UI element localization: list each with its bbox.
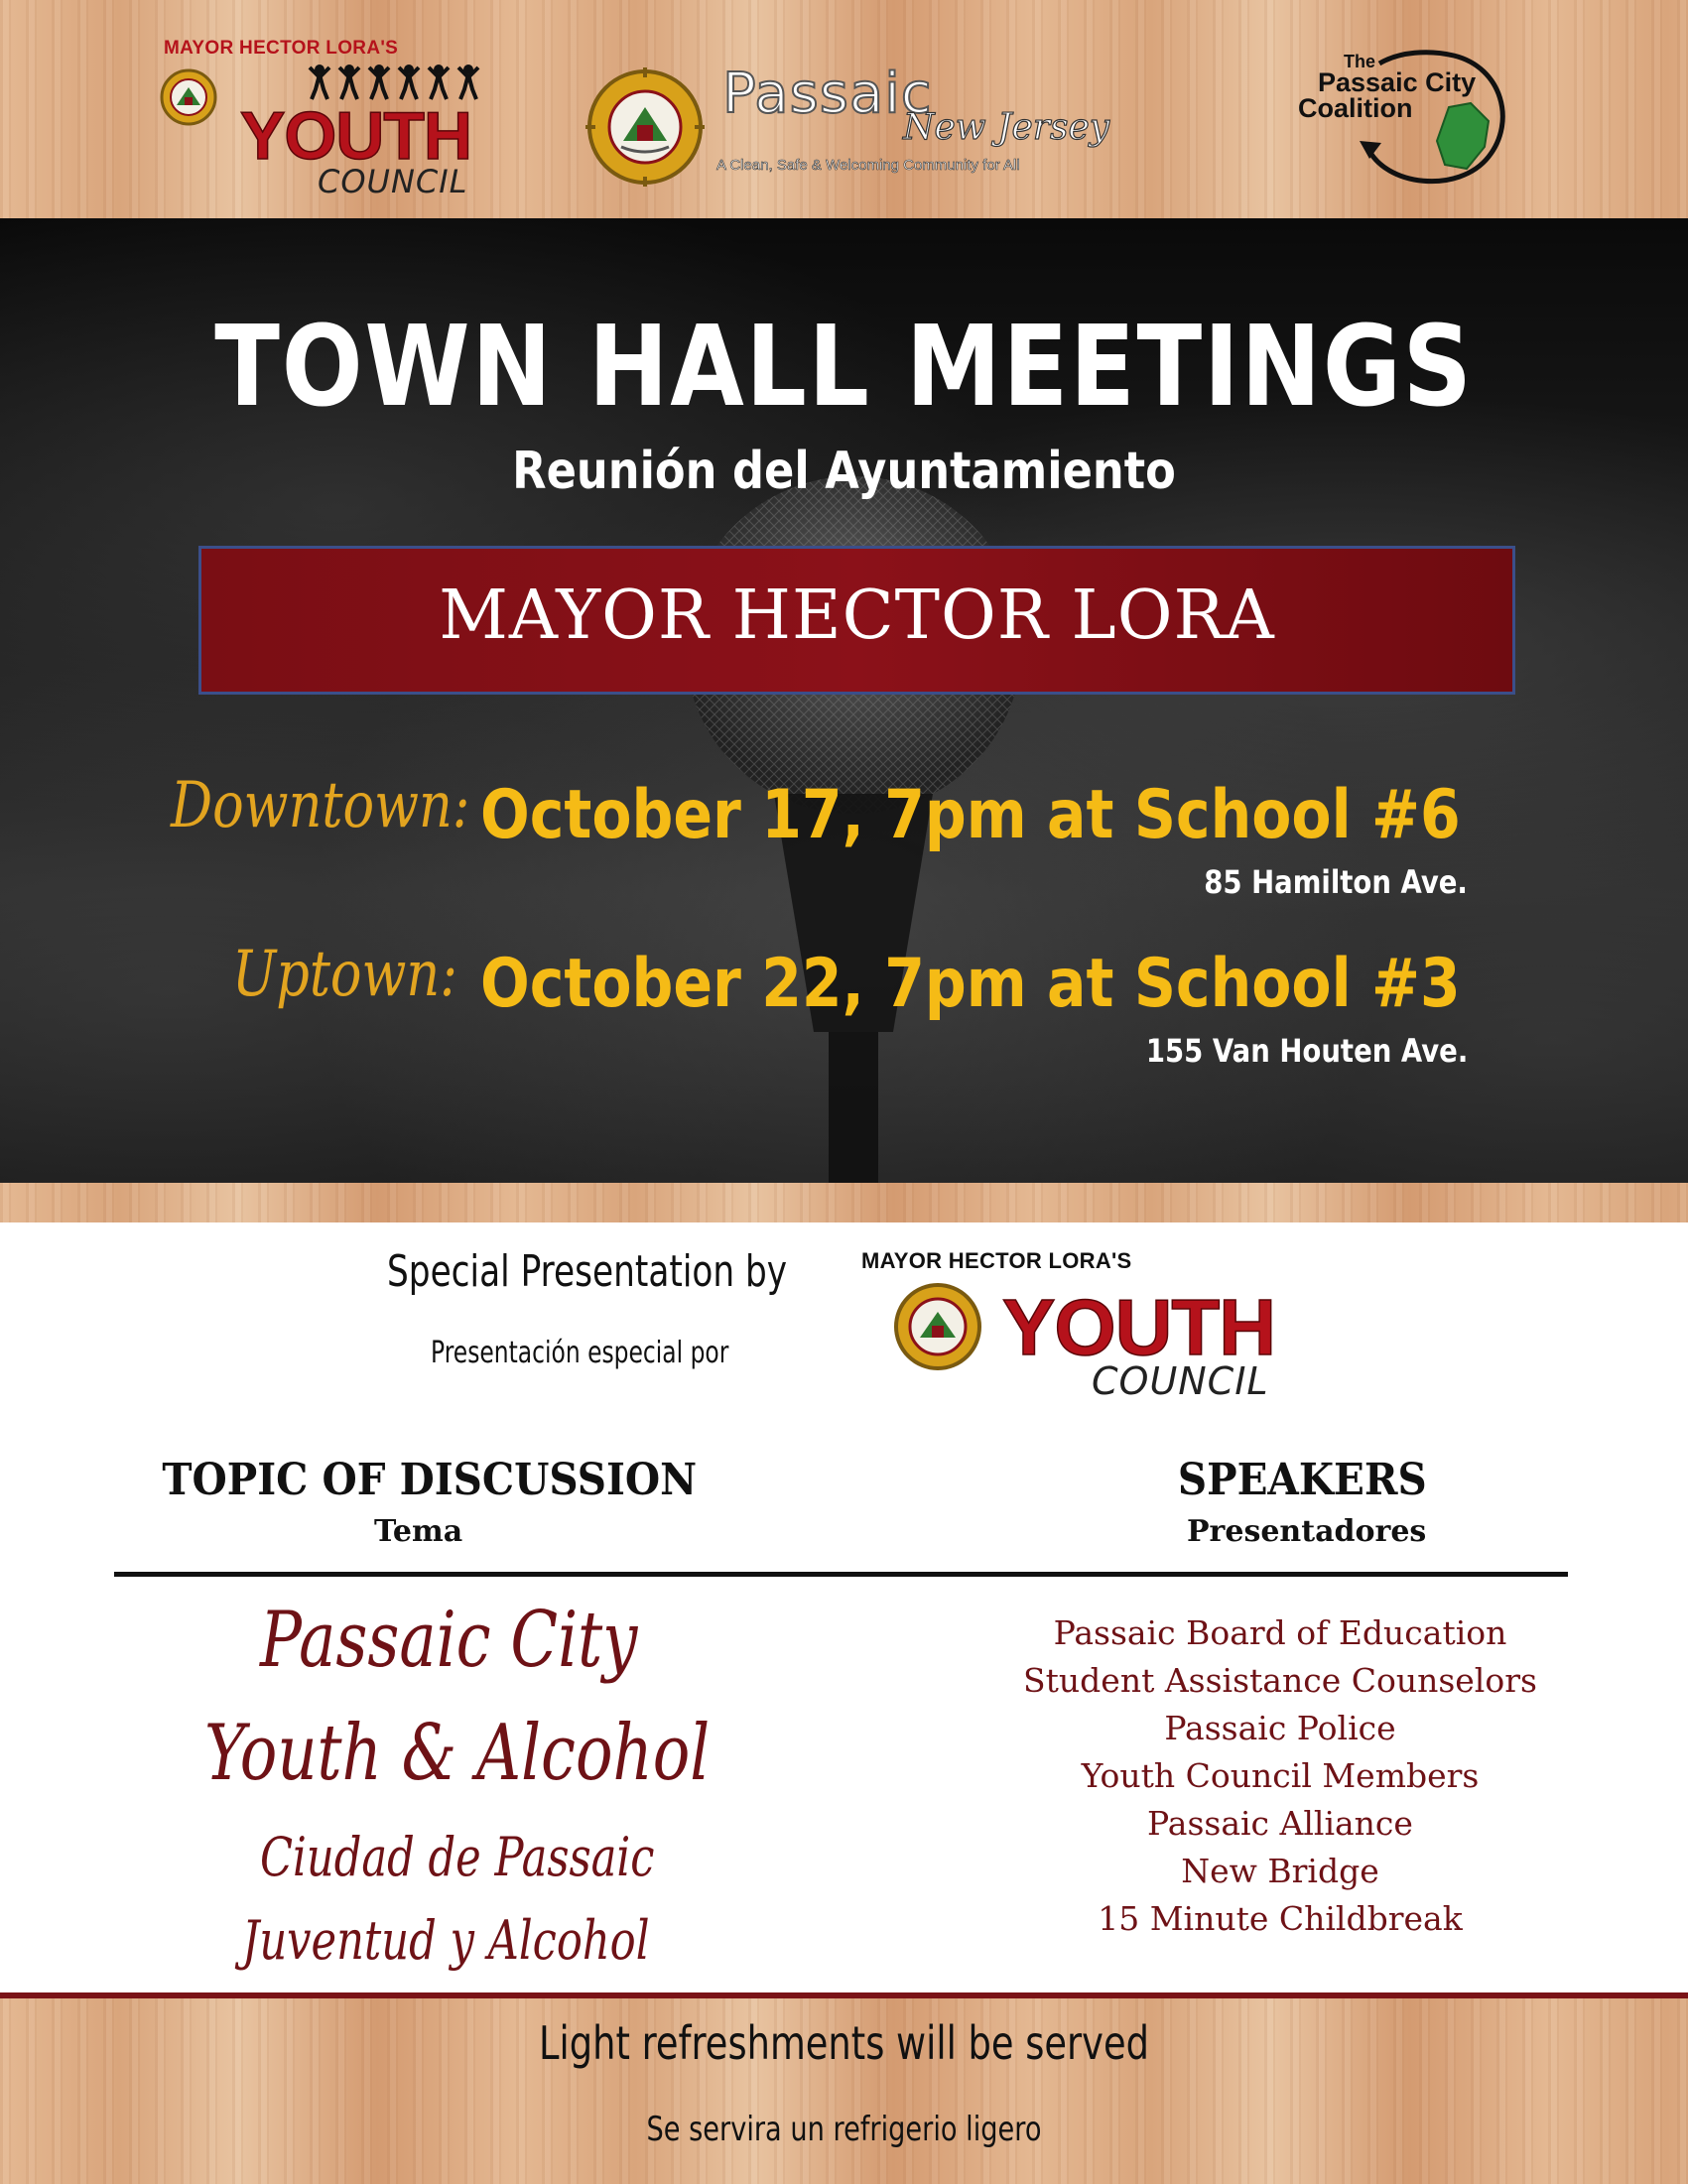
section-divider: [114, 1572, 1568, 1577]
city-seal-icon: [159, 67, 218, 127]
youth-council-logo-mid: [853, 1246, 1310, 1405]
speakers-list: [982, 1609, 1578, 1943]
youth-council-youth-mid: YOUTH: [1002, 1283, 1275, 1371]
event-uptown-address: 155 Van Houten Ave.: [1145, 1032, 1468, 1070]
coalition-the: The: [1344, 52, 1376, 71]
wood-divider: [0, 1183, 1688, 1222]
state-name: New Jersey: [903, 107, 1110, 148]
footer-line-2: Se servira un refrigerio ligero: [646, 2110, 1042, 2149]
speaker-item: 15 Minute Childbreak: [1098, 1899, 1463, 1938]
youth-council-logo: [159, 38, 496, 206]
page-subtitle: Reunión del Ayuntamiento: [512, 442, 1176, 501]
coalition-logo: [1290, 38, 1538, 196]
page-title: TOWN HALL MEETINGS: [214, 303, 1474, 432]
event-downtown-label: Downtown:: [171, 769, 470, 842]
speakers-subheading: Presentadores: [1187, 1514, 1427, 1549]
speakers-heading: SPEAKERS: [1177, 1455, 1427, 1505]
footer-rule: [0, 1992, 1688, 1998]
speaker-item: Passaic Board of Education: [1053, 1613, 1507, 1652]
topic-subheading: Tema: [374, 1514, 463, 1549]
event-uptown-label: Uptown:: [232, 938, 457, 1011]
mayor-banner: [198, 546, 1515, 695]
topic-line-1: Passaic City: [260, 1596, 638, 1685]
footer: [0, 1992, 1688, 2184]
youth-council-prefix: MAYOR HECTOR LORA'S: [164, 38, 399, 59]
city-tagline: A Clean, Safe & Welcoming Community for All: [716, 157, 1020, 174]
city-logo: [585, 62, 1181, 186]
speaker-item: Passaic Alliance: [1147, 1804, 1413, 1843]
youth-council-prefix-mid: MAYOR HECTOR LORA'S: [861, 1248, 1132, 1273]
event-downtown-detail: October 17, 7pm at School #6: [480, 776, 1461, 854]
footer-line-1: Light refreshments will be served: [539, 2016, 1149, 2070]
dancing-figures-icon: [308, 64, 486, 101]
youth-council-council: COUNCIL: [318, 163, 468, 200]
speaker-item: Youth Council Members: [1081, 1756, 1480, 1795]
city-name: Passaic: [722, 62, 933, 126]
event-uptown-detail: October 22, 7pm at School #3: [480, 945, 1461, 1023]
topic-line-4: Juventud y Alcohol: [242, 1909, 650, 1972]
coalition-line2: Coalition: [1298, 93, 1413, 123]
speaker-item: Passaic Police: [1164, 1709, 1396, 1747]
speaker-item: Student Assistance Counselors: [1023, 1661, 1537, 1700]
topic-line-3: Ciudad de Passaic: [260, 1826, 655, 1888]
presentation-by: Special Presentation by: [387, 1246, 788, 1297]
topic-heading: TOPIC OF DISCUSSION: [162, 1455, 698, 1505]
topic-line-2: Youth & Alcohol: [204, 1709, 711, 1798]
speaker-item: New Bridge: [1181, 1852, 1379, 1890]
coalition-line1: Passaic City: [1318, 67, 1477, 97]
mayor-name: MAYOR HECTOR LORA: [439, 577, 1275, 655]
presentation-by-es: Presentación especial por: [431, 1336, 729, 1370]
header: [0, 0, 1688, 218]
city-seal-icon: [585, 67, 705, 187]
youth-council-youth: YOUTH: [240, 98, 471, 174]
youth-council-council-mid: COUNCIL: [1092, 1359, 1269, 1403]
event-banner: [0, 218, 1688, 1183]
city-seal-icon: [893, 1282, 982, 1371]
event-downtown-address: 85 Hamilton Ave.: [1204, 863, 1468, 901]
